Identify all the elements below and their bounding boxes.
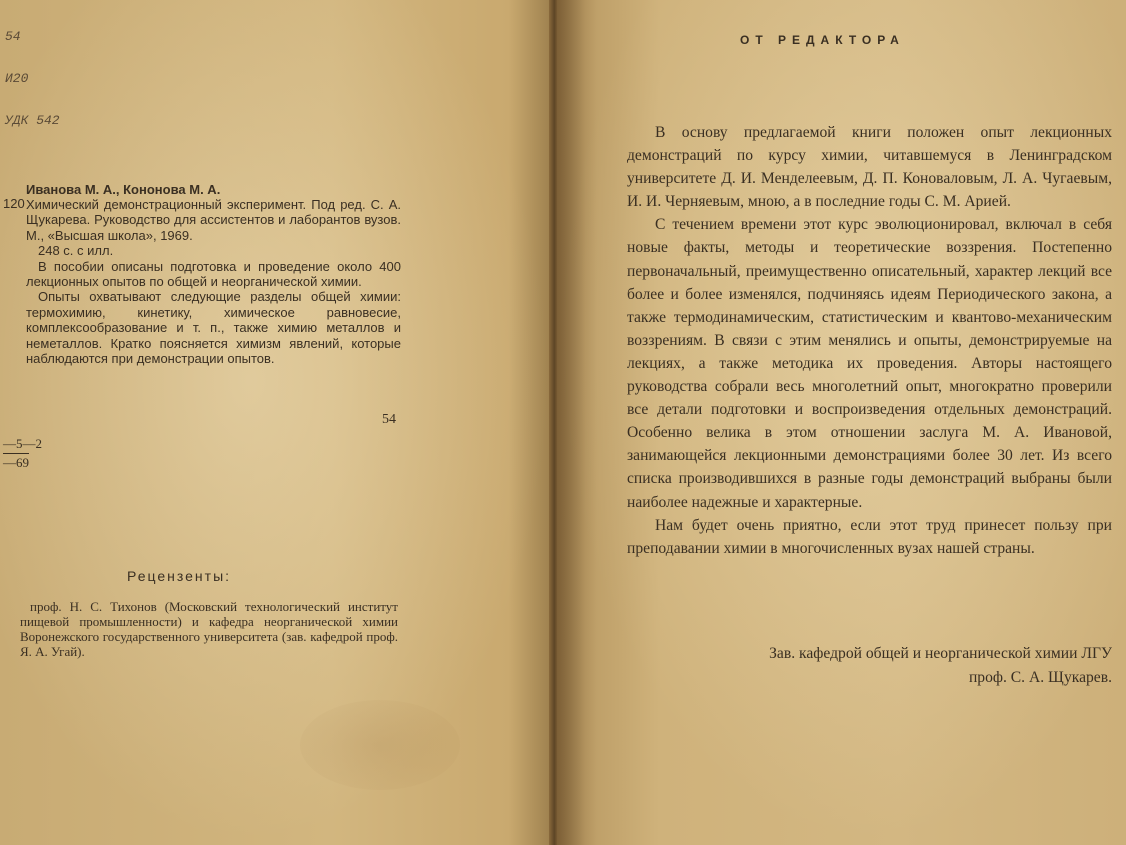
- udk-line: 54: [5, 29, 21, 44]
- paper-stain: [300, 700, 460, 790]
- catalog-code-top: —5—2: [3, 436, 42, 451]
- preface-paragraph: С течением времени этот курс эволюционировал, включал в себя новые факты, методы и теоретические воззрения. Постепенно первоначальный, преимущественно описательный, характер лекций все более и более изменялся, подчиняясь идеям Периодического закона, а также термодинамическим, статистическим и квантово-механическим воззрениям. В связи с этим менялись и опыты, демонстрируемые на лекциях, а также методика их проведения. Авторы настоящего руководства собрали весь многолетний опыт, многократно проверили все детали подготовки и воспроизведения отдельных демонстраций. Особенно велика в этом отношении заслуга М. А. Ивановой, занимающейся лекционными демонстрациями более 30 лет. Из всего списка производившихся в разные годы демонстраций выбраны были наиболее надежные и характерные.: [627, 216, 1112, 511]
- reviewers-text: проф. Н. С. Тихонов (Московский технологический институт пищевой промышленности) и кафедра неорганической химии Воронежского государственного университета (зав. кафедрой проф. Я. А. Угай).: [20, 599, 398, 659]
- left-page: [0, 0, 553, 845]
- udk-block: [5, 2, 60, 156]
- udk-line: И20: [5, 71, 29, 86]
- signature-position: Зав. кафедрой общей и неорганической химии ЛГУ: [769, 645, 1112, 662]
- biblio-record: [26, 197, 401, 366]
- page-shadow: [557, 0, 597, 845]
- biblio-annotation: В пособии описаны подготовка и проведение около 400 лекционных опытов по общей и неорганической химии.: [26, 258, 401, 290]
- udk-line: УДК 542: [5, 113, 60, 128]
- preface-paragraph: Нам будет очень приятно, если этот труд принесет пользу при преподавании химии в многочисленных вузах нашей страны.: [627, 516, 1112, 557]
- biblio-entry: Химический демонстрационный эксперимент. Под ред. С. А. Щукарева. Руководство для ассистентов и лаборантов вузов. М., «Высшая школа», 1969.: [26, 197, 401, 243]
- biblio-annotation: Опыты охватывают следующие разделы общей химии: термохимию, кинетику, химическое равновесие, комплексообразование и т. п., также химию металлов и неметаллов. Кратко поясняется химизм явлений, которые наблюдаются при демонстрации опытов.: [26, 289, 401, 367]
- catalog-code: [3, 437, 42, 470]
- reviewers-block: [20, 599, 398, 659]
- editor-preface: [627, 121, 1112, 560]
- page-number: 54: [382, 412, 396, 427]
- biblio-extent: 248 с. с илл.: [38, 243, 114, 259]
- biblio-index: 120: [3, 196, 25, 211]
- biblio-author: Иванова М. А., Кононова М. А.: [26, 182, 221, 197]
- right-page: [557, 0, 1126, 845]
- preface-paragraph: В основу предлагаемой книги положен опыт лекционных демонстраций по курсу химии, читавшемуся в Ленинградском университете Д. И. Менделеевым, Д. П. Коноваловым, Л. А. Чугаевым, И. И. Черняевым, мною, а в последние годы С. М. Арией.: [627, 124, 1112, 211]
- fraction-line: [3, 453, 29, 454]
- page-title: ОТ РЕДАКТОРА: [740, 33, 905, 47]
- editor-signature: [769, 642, 1112, 690]
- reviewers-heading: Рецензенты:: [127, 568, 232, 584]
- catalog-code-bottom: —69: [3, 455, 29, 470]
- signature-name: проф. С. А. Щукарев.: [968, 669, 1112, 686]
